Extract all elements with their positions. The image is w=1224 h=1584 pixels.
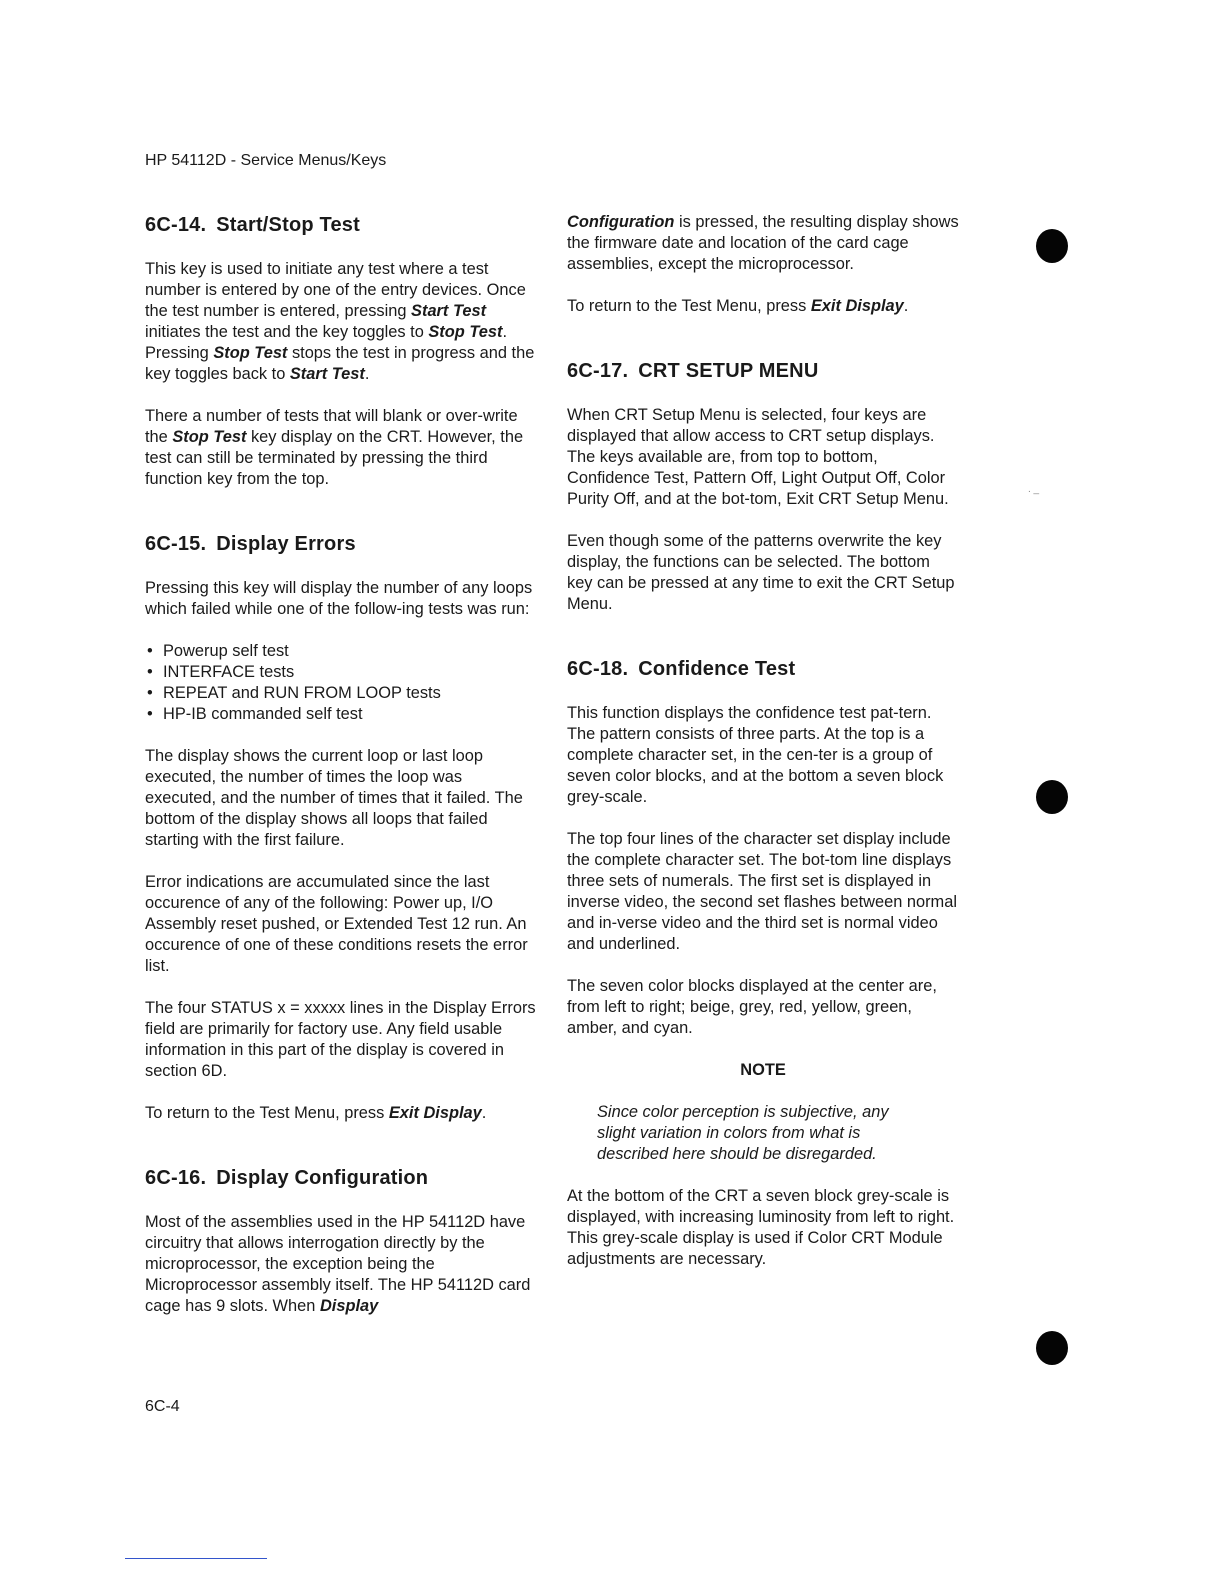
text-run: This key is used to initiate any test where a test number is entered by one of the entry devices. Once the test number is entered, pressing (145, 260, 526, 320)
key-name: Start Test (411, 302, 487, 320)
paragraph: The seven color blocks displayed at the center are, from left to right; beige, grey, red, yellow, green, amber, and cyan. (567, 977, 937, 1037)
key-name: Configuration (567, 213, 675, 231)
page-number: 6C-4 (145, 1398, 180, 1415)
text-run: initiates the test and the key toggles to (145, 323, 429, 341)
section-title: Display Configuration (216, 1167, 429, 1189)
right-column (567, 212, 959, 1291)
section-title: Confidence Test (638, 658, 796, 680)
text-run: To return to the Test Menu, press (145, 1104, 389, 1122)
section-heading-6c-16 (145, 1165, 537, 1191)
section-heading-6c-15 (145, 531, 537, 557)
section-title: Display Errors (216, 533, 356, 555)
section-heading-6c-14 (145, 212, 537, 238)
scan-mark: . _ (1028, 484, 1040, 495)
paragraph: The display shows the current loop or last loop executed, the number of times the loop was executed, and the number of times that it failed. The bottom of the display shows all loops that failed starting with the first failure. (145, 747, 523, 849)
left-column (145, 212, 537, 1338)
paragraph: Error indications are accumulated since the last occurence of any of the following: Power up, I/O Assembly reset pushed, or Extended Test 12 run. An occurence of one of these conditions resets the error list. (145, 873, 528, 975)
list-item (145, 704, 537, 725)
text-run: key display on the CRT. However, the test can still be terminated by pressing the third function key from the top. (145, 428, 524, 488)
paragraph (145, 259, 537, 385)
paragraph (145, 1103, 537, 1124)
paragraph: When CRT Setup Menu is selected, four keys are displayed that allow access to CRT setup displays. The keys available are, from top to bottom, Confidence Test, Pattern Off, Light Output Off, Color Purity Off, and at the bot-tom, Exit CRT Setup Menu. (567, 406, 949, 508)
scan-artifact-line (125, 1558, 267, 1559)
section-number: 6C-17. (567, 360, 629, 382)
bullet-icon: • (147, 705, 153, 723)
binder-hole-icon (1036, 780, 1068, 814)
key-name: Stop Test (213, 344, 288, 362)
text-run: There a number of tests that will blank or over-write the (145, 407, 518, 446)
binder-hole-icon (1036, 1331, 1068, 1365)
note-heading: NOTE (740, 1061, 786, 1079)
paragraph: At the bottom of the CRT a seven block grey-scale is displayed, with increasing luminosity from left to right. This grey-scale display is used if Color CRT Module adjustments are necessary. (567, 1187, 955, 1268)
paragraph (145, 1212, 537, 1317)
list-item (145, 683, 537, 704)
key-name: Stop Test (172, 428, 247, 446)
bullet-list (145, 641, 537, 725)
list-item-text: HP-IB commanded self test (163, 705, 363, 723)
bullet-icon: • (147, 684, 153, 702)
text-run: stops the test in progress and the key toggles back to (145, 344, 535, 383)
section-number: 6C-16. (145, 1167, 207, 1189)
paragraph: Pressing this key will display the number of any loops which failed while one of the follow-ing tests was run: (145, 579, 533, 618)
text-run: . (364, 365, 370, 383)
key-name: Exit Display (388, 1104, 482, 1122)
list-item (145, 641, 537, 662)
text-run: is pressed, the resulting display shows the firmware date and location of the card cage assemblies, except the microprocessor. (567, 213, 959, 273)
key-name: Start Test (289, 365, 365, 383)
section-number: 6C-15. (145, 533, 207, 555)
text-run: . (481, 1104, 487, 1122)
bullet-icon: • (147, 642, 153, 660)
text-run: . Pressing (145, 323, 507, 362)
note-text: Since color perception is subjective, any slight variation in colors from what is described here should be disregarded. (597, 1103, 889, 1163)
section-number: 6C-14. (145, 214, 207, 236)
binder-hole-icon (1036, 229, 1068, 263)
list-item-text: Powerup self test (163, 642, 289, 660)
section-title: CRT SETUP MENU (638, 360, 819, 382)
section-number: 6C-18. (567, 658, 629, 680)
section-heading-6c-18 (567, 656, 959, 682)
list-item-text: INTERFACE tests (163, 663, 295, 681)
running-head: HP 54112D - Service Menus/Keys (145, 152, 387, 169)
list-item (145, 662, 537, 683)
paragraph: Even though some of the patterns overwrite the key display, the functions can be selected. The bottom key can be pressed at any time to exit the CRT Setup Menu. (567, 532, 955, 613)
key-name: Stop Test (428, 323, 503, 341)
paragraph (145, 406, 537, 490)
section-title: Start/Stop Test (216, 214, 360, 236)
section-heading-6c-17 (567, 358, 959, 384)
text-run: . (903, 297, 909, 315)
text-run: To return to the Test Menu, press (567, 297, 811, 315)
paragraph: The top four lines of the character set display include the complete character set. The bot-tom line displays three sets of numerals. The first set is displayed in inverse video, the second set flashes between normal and in-verse video and the third set is normal video and underlined. (567, 830, 957, 953)
text-run: Most of the assemblies used in the HP 54112D have circuitry that allows interrogation directly by the microprocessor, the exception being the Microprocessor assembly itself. The HP 54112D card cage has 9 slots. When (145, 1213, 531, 1315)
list-item-text: REPEAT and RUN FROM LOOP tests (163, 684, 441, 702)
key-name: Exit Display (810, 297, 904, 315)
paragraph: The four STATUS x = xxxxx lines in the Display Errors field are primarily for factory use. Any field usable information in this part of the display is covered in section 6D. (145, 999, 536, 1080)
bullet-icon: • (147, 663, 153, 681)
key-name: Display (319, 1297, 379, 1315)
paragraph (567, 296, 959, 317)
paragraph (567, 212, 959, 275)
paragraph: This function displays the confidence test pat-tern. The pattern consists of three parts. At the top is a complete character set, in the cen-ter is a group of seven color blocks, and at the bottom a seven block grey-scale. (567, 704, 944, 806)
